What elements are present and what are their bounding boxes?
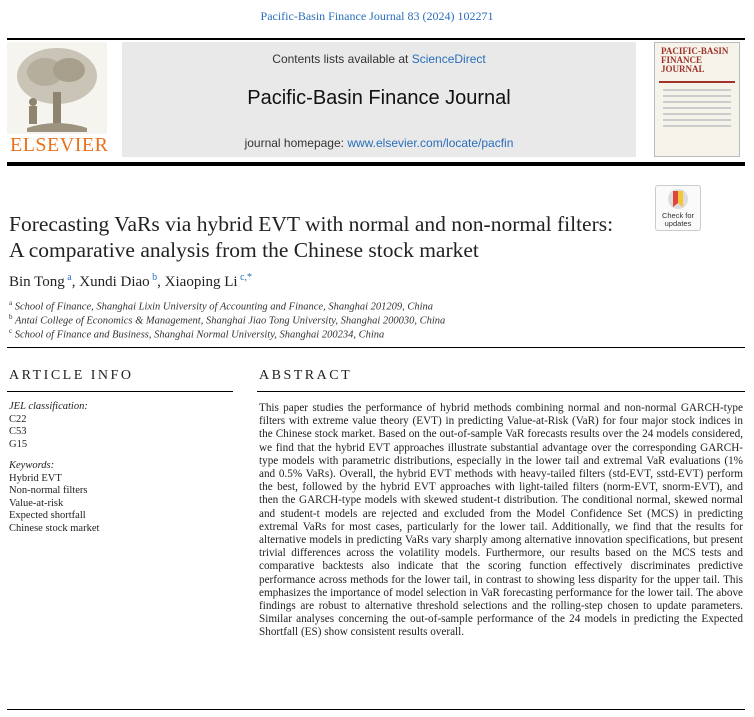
homepage-link[interactable]: www.elsevier.com/locate/pacfin: [347, 136, 514, 150]
keywords-block: [9, 460, 99, 535]
abstract-body: This paper studies the performance of hybrid methods combining normal and non-normal GARCH-type filters with extreme value theory (EVT) in predicting Value-at-Risk (VaR) for four major stock indices in the Chinese stock market. Based on the out-of-sample VaR forecasts results over the 24 models considered, we find that the hybrid EVT approaches illustrate substantial advantage over the corresponding GARCH-type models with parametric distributions, especially in the lower tail and extremal VaR evaluations (1% and 0.5% VaRs). Overall, the hybrid EVT methods with heavy-tailed filters (std-EVT, sstd-EVT) perform the best, followed by the hybrid EVT approaches with light-tailed filters (norm-EVT, snorm-EVT), and then the GARCH-type models with skewed student-t distribution. The conditional normal, skewed normal and student-t models are rejected and excluded from the Model Confidence Set (MCS) in predicting extremal VaRs for most cases, particularly for the lower tail. Additionally, we find that the results for alternative models in predicting VaRs vary sharply among alternative innovation specifications, but present trivial differences across the volatility models. Furthermore, our results based on the MCS tests and comparative backtests also indicate that the scoring function effectively discriminates predictive performance across methods for the lower tail, in contrast to showing less disparity for the upper tail. This emphasizes the importance of model selection in VaR forecasting performance for the lower tail. The above findings are robust to alternative threshold selections and the rolling-step chosen to update parameters. Similar analyses concerning the out-of-sample performance of the 24 models in predicting the Expected Shortfall (ES) show consistent results overall.: [259, 402, 743, 639]
journal-citation[interactable]: Pacific-Basin Finance Journal 83 (2024) 102271: [260, 9, 494, 23]
journal-title: Pacific-Basin Finance Journal: [247, 87, 511, 109]
check-for-updates-badge[interactable]: [655, 185, 701, 231]
cover-text-lines: [663, 89, 731, 131]
check-for-updates-label: Check for updates: [661, 211, 695, 228]
article-info-rule: [7, 391, 233, 392]
affiliation: $^c$ School of Finance and Business, Shanghai Normal University, Shanghai 200234, China: [9, 327, 385, 341]
keyword: Value-at-risk: [9, 497, 64, 509]
keyword: Chinese stock market: [9, 522, 100, 534]
author-list: Bin Tong $^a$, Xundi Diao $^b$, Xiaoping Li $^{c,*}$: [9, 272, 253, 290]
header-rule-top: [7, 38, 745, 40]
keyword: Expected shortfall: [9, 510, 86, 521]
jel-code: G15: [9, 438, 28, 450]
journal-cover: [654, 42, 740, 157]
jel-block: [9, 401, 88, 451]
journal-masthead: [122, 42, 636, 157]
abstract-rule: [257, 391, 745, 392]
contents-prefix: Contents lists available at: [272, 52, 412, 66]
author-name[interactable]: Xundi Diao: [79, 274, 150, 290]
bookmark-icon: [656, 186, 700, 212]
abstract-heading: ABSTRACT: [259, 368, 353, 383]
elsevier-wordmark: ELSEVIER: [10, 134, 109, 156]
homepage-prefix: journal homepage:: [244, 136, 348, 150]
jel-code: C22: [9, 413, 27, 425]
affiliation-divider: [7, 347, 745, 348]
keyword: Hybrid EVT: [9, 472, 62, 484]
author-affil-sup[interactable]: b: [152, 272, 158, 283]
cover-title: PACIFIC-BASIN FINANCE JOURNAL: [661, 46, 729, 74]
article-info-heading: ARTICLE INFO: [9, 368, 134, 383]
homepage-line: [122, 136, 636, 150]
keywords-label: Keywords:: [9, 460, 55, 471]
author-name[interactable]: Xiaoping Li: [164, 274, 238, 290]
sciencedirect-link[interactable]: ScienceDirect: [411, 52, 486, 66]
affiliation: $^a$ School of Finance, Shanghai Lixin University of Accounting and Finance, Shanghai 201209, China: [9, 299, 434, 313]
bottom-rule: [7, 709, 745, 710]
contents-line: [122, 52, 636, 66]
jel-code: C53: [9, 426, 27, 437]
jel-label: JEL classification:: [9, 401, 88, 412]
cover-band: [659, 81, 735, 83]
paper-title: Forecasting VaRs via hybrid EVT with normal and non-normal filters: A comparative analysis from the Chinese stock market: [9, 212, 614, 262]
author-name[interactable]: Bin Tong: [9, 274, 65, 290]
affiliation: $^b$ Antai College of Economics & Management, Shanghai Jiao Tong University, Shanghai 200030, China: [9, 313, 446, 327]
author-affil-sup[interactable]: c,*: [240, 272, 253, 283]
header-rule-bottom: [7, 162, 745, 166]
author-affil-sup[interactable]: a: [67, 272, 72, 283]
keyword: Non-normal filters: [9, 485, 88, 496]
